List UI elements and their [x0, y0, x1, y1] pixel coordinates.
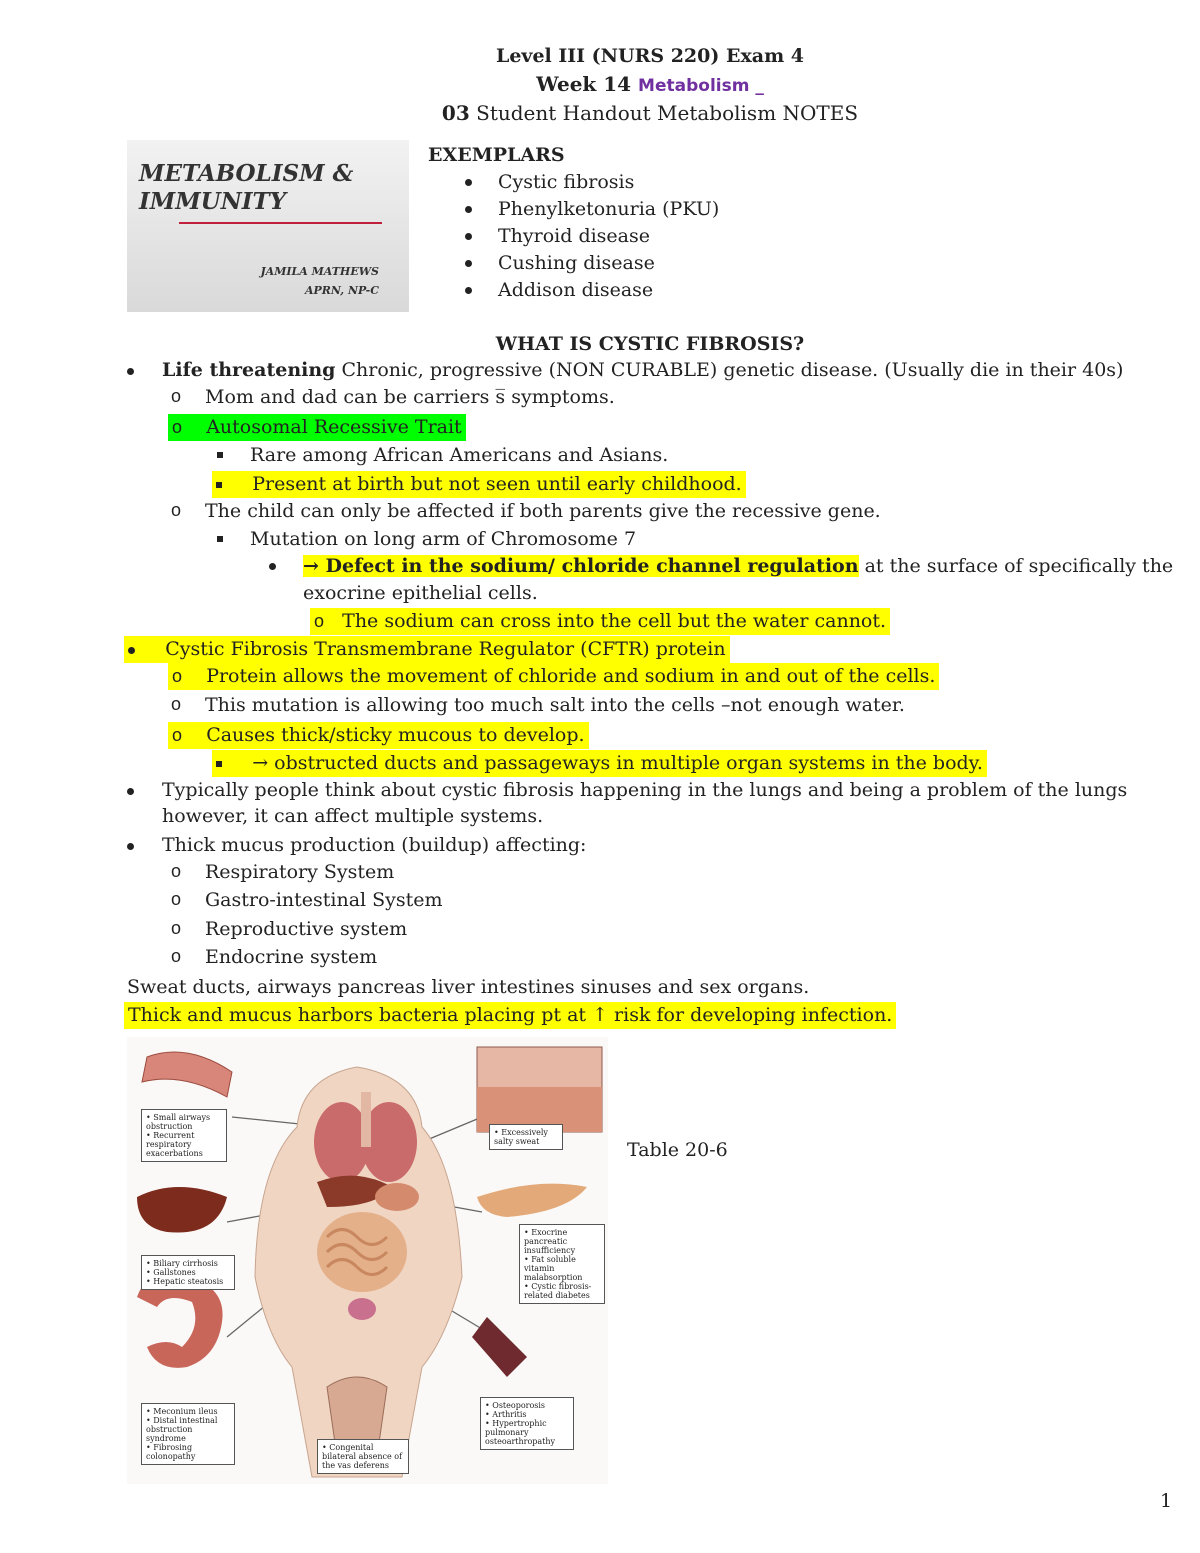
body-line: Endocrine system — [205, 946, 378, 968]
cystic-fibrosis-organ-diagram — [127, 1037, 608, 1484]
figure-caption: Table 20-6 — [627, 1139, 728, 1161]
body-line-highlight: Present at birth but not seen until early childhood. — [212, 471, 746, 498]
body-line: → Defect in the sodium/ chloride channel regulation at the surface of specifically the — [303, 555, 1174, 577]
bullet-icon: o — [171, 889, 182, 909]
body-line: The child can only be affected if both parents give the recessive gene. — [205, 500, 881, 522]
bullet-icon: o — [171, 861, 182, 881]
body-line: Sweat ducts, airways pancreas liver intestines sinuses and sex organs. — [127, 976, 810, 998]
cover-author: JAMILA MATHEWS APRN, NP-C — [260, 265, 379, 297]
bullet-icon: o — [171, 694, 182, 714]
label-liver: • Biliary cirrhosis • Gallstones • Hepatic steatosis — [141, 1255, 235, 1290]
body-line-highlight: o Autosomal Recessive Trait — [168, 414, 466, 441]
bullet-icon — [269, 563, 276, 570]
doc-title: Level III (NURS 220) Exam 4 — [495, 45, 805, 67]
bullet-icon — [217, 536, 223, 542]
label-pancreas: • Exocrine pancreatic insufficiency • Fat soluble vitamin malabsorption • Cystic fibrosis-related diabetes — [519, 1224, 605, 1304]
body-line: Mom and dad can be carriers s̅ symptoms. — [205, 386, 615, 408]
bullet-icon — [127, 368, 134, 375]
label-reproductive: • Congenital bilateral absence of the vas deferens — [317, 1439, 409, 1474]
body-line: Rare among African Americans and Asians. — [250, 444, 669, 466]
body-line: Mutation on long arm of Chromosome 7 — [250, 528, 637, 550]
bullet-icon: o — [171, 386, 182, 406]
cover-divider — [179, 222, 382, 224]
exemplars-heading: EXEMPLARS — [428, 144, 565, 166]
body-line: Typically people think about cystic fibrosis happening in the lungs and being a problem of the lungs — [162, 779, 1128, 801]
bullet-icon: o — [171, 946, 182, 966]
body-line: however, it can affect multiple systems. — [162, 805, 544, 827]
doc-subtitle: 03 Student Handout Metabolism NOTES — [441, 101, 859, 125]
body-line: exocrine epithelial cells. — [303, 582, 538, 604]
body-line-highlight: → obstructed ducts and passageways in multiple organ systems in the body. — [212, 750, 987, 777]
page-number: 1 — [1160, 1490, 1173, 1512]
body-line: Reproductive system — [205, 918, 408, 940]
body-line-highlight: Thick and mucus harbors bacteria placing pt at ↑ risk for developing infection. — [124, 1002, 896, 1029]
label-skin: • Excessively salty sweat — [489, 1124, 563, 1150]
body-line: This mutation is allowing too much salt into the cells –not enough water. — [205, 694, 905, 716]
bullet-icon — [217, 452, 223, 458]
bullet-icon: o — [171, 500, 182, 520]
bullet-icon — [127, 843, 134, 850]
body-line-highlight: Cystic Fibrosis Transmembrane Regulator (CFTR) protein — [124, 636, 730, 663]
bullet-icon — [127, 788, 134, 795]
doc-week: Week 14 Metabolism _ — [536, 72, 764, 96]
label-lungs: • Small airways obstruction • Recurrent respiratory exacerbations — [141, 1109, 227, 1162]
label-bone: • Osteoporosis • Arthritis • Hypertrophic pulmonary osteoarthropathy — [480, 1397, 574, 1450]
section-heading: WHAT IS CYSTIC FIBROSIS? — [495, 333, 805, 355]
body-line-highlight: o Protein allows the movement of chloride and sodium in and out of the cells. — [168, 663, 939, 690]
body-line: Respiratory System — [205, 861, 395, 883]
bullet-icon: o — [171, 918, 182, 938]
body-line-highlight: o The sodium can cross into the cell but the water cannot. — [310, 608, 890, 635]
cover-title: METABOLISM & IMMUNITY — [139, 160, 354, 215]
cover-slide-image — [127, 140, 409, 312]
body-line: Thick mucus production (buildup) affecting: — [162, 834, 587, 856]
label-intestine: • Meconium ileus • Distal intestinal obstruction syndrome • Fibrosing colonopathy — [141, 1403, 235, 1465]
body-line-highlight: o Causes thick/sticky mucous to develop. — [168, 722, 589, 749]
body-line: Gastro-intestinal System — [205, 889, 443, 911]
body-line: Life threatening Chronic, progressive (NON CURABLE) genetic disease. (Usually die in their 40s) — [162, 359, 1124, 381]
